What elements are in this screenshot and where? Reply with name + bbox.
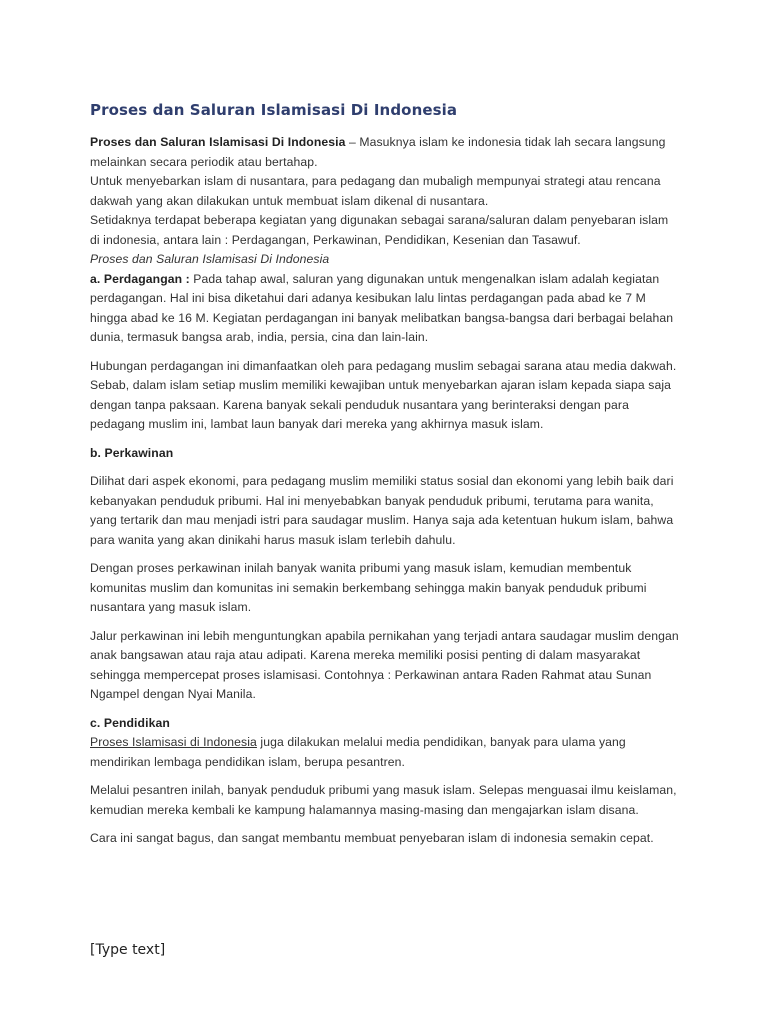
article-title: Proses dan Saluran Islamisasi Di Indonesia (90, 101, 458, 119)
perkawinan-heading: b. Perkawinan (90, 445, 174, 460)
perkawinan-paragraph-3: Jalur perkawinan ini lebih menguntungkan apabila pernikahan yang terjadi antara saudagar muslim dengan anak bangsawan atau raja atau adipati. Karena mereka memiliki posisi penting di dalam masyarakat sehingga mempercepat proses islamisasi. Contohnya : Perkawinan antara Raden Rahmat atau Sunan Ngampel dengan Nyai Manila. (90, 628, 679, 701)
perkawinan-paragraph-2: Dengan proses perkawinan inilah banyak wanita pribumi yang masuk islam, kemudian membentuk komunitas muslim dan komunitas ini semakin berkembang sehingga makin banyak penduduk pribumi nusantara yang masuk islam. (90, 561, 647, 614)
perdagangan-paragraph-2: Hubungan perdagangan ini dimanfaatkan oleh para pedagang muslim sebagai sarana atau media dakwah. Sebab, dalam islam setiap muslim memiliki kewajiban untuk menyebarkan ajaran islam kepada siapa saja dengan tanpa paksaan. Karena banyak sekali penduduk nusantara yang berinteraksi dengan para pedagang muslim ini, lambat laun banyak dari mereka yang akhirnya masuk islam. (90, 358, 677, 431)
pendidikan-heading: c. Pendidikan (90, 715, 170, 730)
italic-subheading: Proses dan Saluran Islamisasi Di Indonesia (90, 252, 330, 266)
pendidikan-text: juga dilakukan melalui media pendidikan, banyak para ulama yang mendirikan lembaga pendidikan islam, berupa pesantren. (90, 735, 626, 769)
perdagangan-paragraph (90, 270, 680, 348)
intro-paragraph (90, 133, 680, 172)
perkawinan-paragraph-1: Dilihat dari aspek ekonomi, para pedagang muslim memiliki status sosial dan ekonomi yang lebih baik dari kebanyakan penduduk pribumi. Hal ini menyebabkan banyak penduduk pribumi, terutama para wanita, yang tertarik dan mau menjadi istri para saudagar muslim. Hanya saja ada ketentuan hukum islam, bahwa para wanita yang akan dinikahi harus masuk islam terlebih dahulu. (90, 474, 674, 547)
intro-bold-lead: Proses dan Saluran Islamisasi Di Indonesia (90, 135, 346, 149)
pendidikan-paragraph-3: Cara ini sangat bagus, dan sangat membantu membuat penyebaran islam di indonesia semakin cepat. (90, 831, 654, 845)
activities-paragraph: Setidaknya terdapat beberapa kegiatan yang digunakan sebagai sarana/saluran dalam penyebaran islam di indonesia, antara lain : Perdagangan, Perkawinan, Pendidikan, Kesenian dan Tasawuf. (90, 213, 669, 247)
perdagangan-label: a. Perdagangan : (90, 271, 190, 286)
perdagangan-text: Pada tahap awal, saluran yang digunakan untuk mengenalkan islam adalah kegiatan perdagangan. Hal ini bisa diketahui dari adanya kesibukan lalu lintas perdagangan pada abad ke 7 M hingga abad ke 16 M. Kegiatan perdagangan ini banyak melibatkan bangsa-bangsa dari berbagai belahan dunia, termasuk bangsa arab, india, persia, cina dan lain-lain. (90, 271, 674, 344)
intro-text: – Masuknya islam ke indonesia tidak lah secara langsung melainkan secara periodik atau bertahap. (90, 135, 666, 169)
pendidikan-paragraph-1 (90, 733, 680, 772)
footer-placeholder: [Type text] (90, 942, 166, 958)
pendidikan-paragraph-2: Melalui pesantren inilah, banyak penduduk pribumi yang masuk islam. Selepas menguasai ilmu keislaman, kemudian mereka kembali ke kampung halamannya masing-masing dan mengajarkan islam disana. (90, 783, 677, 817)
article-body (90, 100, 680, 849)
strategy-paragraph: Untuk menyebarkan islam di nusantara, para pedagang dan mubaligh mempunyai strategi atau rencana dakwah yang akan dilakukan untuk membuat islam dikenal di nusantara. (90, 174, 661, 208)
islamisasi-link[interactable]: Proses Islamisasi di Indonesia (90, 735, 257, 749)
